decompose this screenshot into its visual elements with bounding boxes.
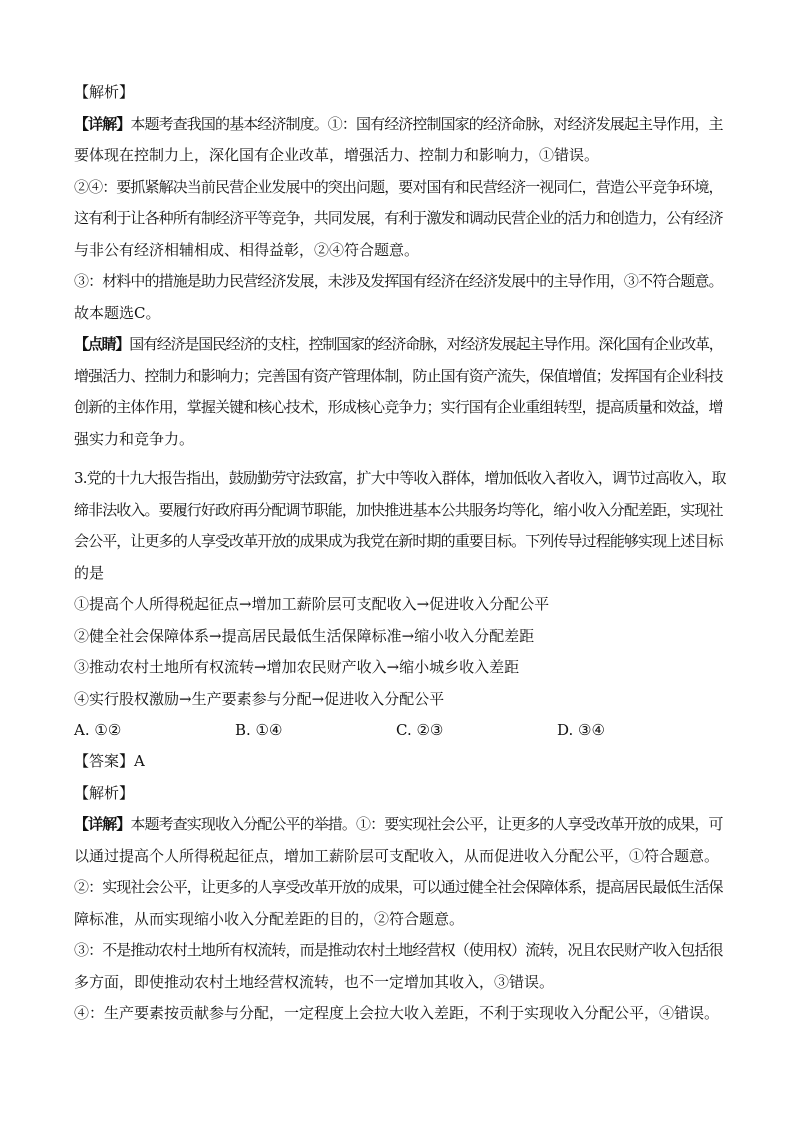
- tip-paragraph: 【点睛】国有经济是国民经济的支柱，控制国家的经济命脉，对经济发展起主导作用。深化国有企业改革，: [74, 335, 723, 353]
- option-c: C. ②③: [396, 721, 444, 739]
- detail-line: ④：生产要素按贡献参与分配，一定程度上会拉大收入差距，不利于实现收入分配公平，④错误。: [74, 1004, 720, 1022]
- detail-line: ②④：要抓紧解决当前民营企业发展中的突出问题，要对国有和民营经济一视同仁，营造公平竞争环境，: [74, 177, 723, 196]
- answer-options: [74, 715, 726, 746]
- detail-line: 这有利于让各种所有制经济平等竞争，共同发展，有利于激发和调动民营企业的活力和创造力，公有经济: [74, 209, 723, 227]
- detail-tag: 【详解】: [74, 114, 131, 133]
- detail-paragraph: 【详解】本题考查实现收入分配公平的举措。①：要实现社会公平，让更多的人享受改革开放的成果，可: [74, 815, 723, 833]
- question-item: ①提高个人所得税起征点→增加工薪阶层可支配收入→促进收入分配公平: [74, 595, 550, 613]
- option-d: D. ③④: [557, 721, 605, 739]
- question-item: ④实行股权激励→生产要素参与分配→促进收入分配公平: [74, 689, 445, 708]
- question-stem-line: 3.党的十九大报告指出，鼓励勤劳守法致富，扩大中等收入群体，增加低收入者收入，调节过高收入，取: [74, 469, 726, 487]
- detail-line: 与非公有经济相辅相成、相得益彰，②④符合题意。: [74, 240, 420, 259]
- option-b: B. ①④: [235, 721, 283, 739]
- question-stem-line: 会公平，让更多的人享受改革开放的成果成为我党在新时期的重要目标。下列传导过程能够实现上述目标: [74, 532, 723, 550]
- analysis-heading: 【解析】: [74, 783, 135, 802]
- question-stem-line: 的是: [74, 563, 105, 582]
- detail-paragraph: 【详解】本题考查我国的基本经济制度。①：国有经济控制国家的经济命脉，对经济发展起主导作用，主: [74, 114, 723, 133]
- analysis-heading: 【解析】: [74, 83, 135, 101]
- detail-line: 多方面，即使推动农村土地经营权流转，也不一定增加其收入，③错误。: [74, 972, 555, 991]
- section-analysis-1: [74, 77, 726, 455]
- detail-tag: 【详解】: [74, 815, 131, 833]
- detail-line: 以通过提高个人所得税起征点，增加工薪阶层可支配收入，从而促进收入分配公平，①符合题意。: [74, 846, 720, 865]
- question-3: [74, 463, 726, 1030]
- tip-line: 增强活力、控制力和影响力；完善国有资产管理体制，防止国有资产流失，保值增值；发挥国有企业科技: [74, 366, 723, 385]
- detail-line: 要体现在控制力上，深化国有企业改革，增强活力、控制力和影响力，①错误。: [74, 146, 600, 164]
- question-item: ②健全社会保障体系→提高居民最低生活保障标准→缩小收入分配差距: [74, 626, 535, 645]
- option-a: A. ①②: [74, 721, 122, 739]
- detail-line: ③：不是推动农村土地所有权流转，而是推动农村土地经营权（使用权）流转，况且农民财产收入包括很: [74, 941, 723, 959]
- question-stem-line: 缔非法收入。要履行好政府再分配调节职能，加快推进基本公共服务均等化，缩小收入分配差距，实现社: [74, 500, 723, 519]
- answer-line: 【答案】A: [74, 752, 145, 770]
- detail-line: 障标准，从而实现缩小收入分配差距的目的，②符合题意。: [74, 909, 465, 928]
- question-item: ③推动农村土地所有权流转→增加农民财产收入→缩小城乡收入差距: [74, 658, 520, 676]
- tip-line: 强实力和竞争力。: [74, 429, 195, 448]
- detail-line: ②：实现社会公平，让更多的人享受改革开放的成果，可以通过健全社会保障体系，提高居民最低生活保: [74, 878, 723, 896]
- detail-line: 故本题选C。: [74, 303, 161, 322]
- tip-line: 创新的主体作用，掌握关键和核心技术，形成核心竞争力；实行国有企业重组转型，提高质量和效益，增: [74, 398, 723, 416]
- tip-tag: 【点睛】: [74, 335, 130, 353]
- detail-line: ③：材料中的措施是助力民营经济发展，未涉及发挥国有经济在经济发展中的主导作用，③不符合题意。: [74, 272, 723, 290]
